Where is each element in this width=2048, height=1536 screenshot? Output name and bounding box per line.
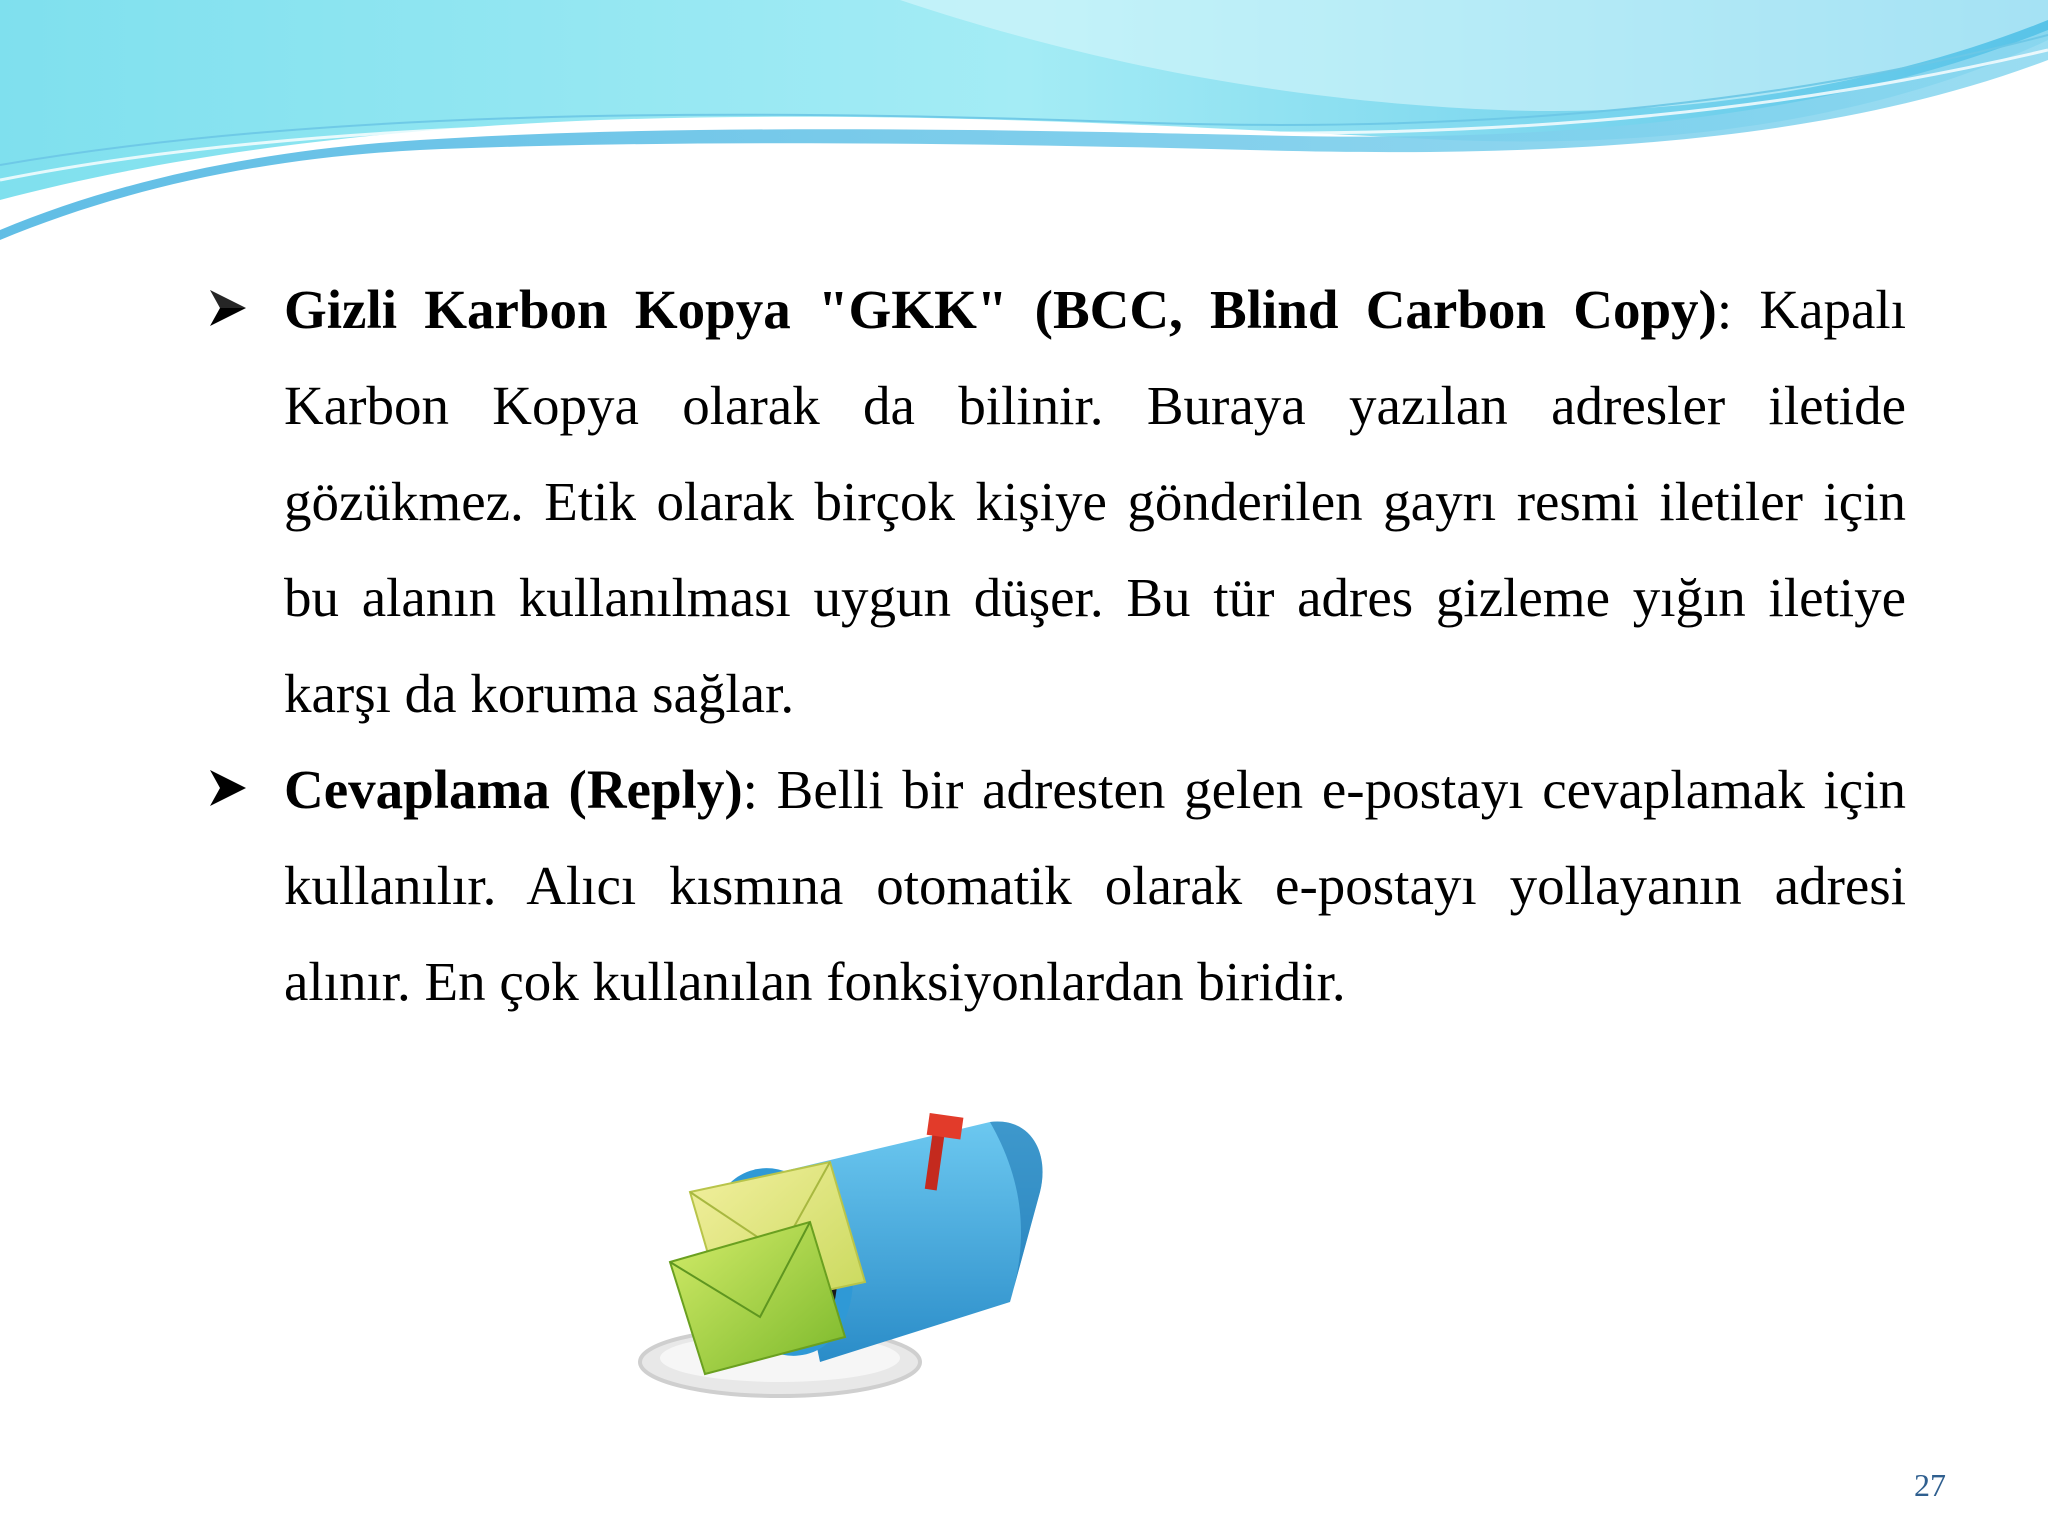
header-wave-decoration — [0, 0, 2048, 240]
bullet-item-reply — [208, 742, 1906, 1030]
bullet-term: Cevaplama (Reply) — [284, 759, 743, 820]
mailbox-icon — [630, 1112, 1070, 1416]
slide-content — [208, 262, 1906, 1030]
bullet-arrow-icon — [208, 288, 248, 328]
bullet-arrow-icon — [208, 768, 248, 808]
bullet-term: Gizli Karbon Kopya "GKK" (BCC, Blind Carbon Copy) — [284, 279, 1717, 340]
bullet-text: Belli bir adresten gelen e-postayı cevaplamak için kullanılır. Alıcı kısmına otomatik olarak e-postayı yollayanın adresi alınır. En çok kullanılan fonksiyonlardan biridir. — [284, 759, 1906, 1012]
bullet-colon: : — [1716, 279, 1733, 340]
bullet-text: Kapalı Karbon Kopya olarak da bilinir. Buraya yazılan adresler iletide gözükmez. Etik olarak birçok kişiye gönderilen gayrı resmi iletiler için bu alanın kullanılması uygun düşer. Bu tür adres gizleme yığın iletiye karşı da koruma sağlar. — [284, 279, 1906, 724]
page-number: 27 — [1914, 1467, 1946, 1503]
bullet-colon: : — [742, 759, 758, 820]
bullet-item-bcc — [208, 262, 1906, 742]
